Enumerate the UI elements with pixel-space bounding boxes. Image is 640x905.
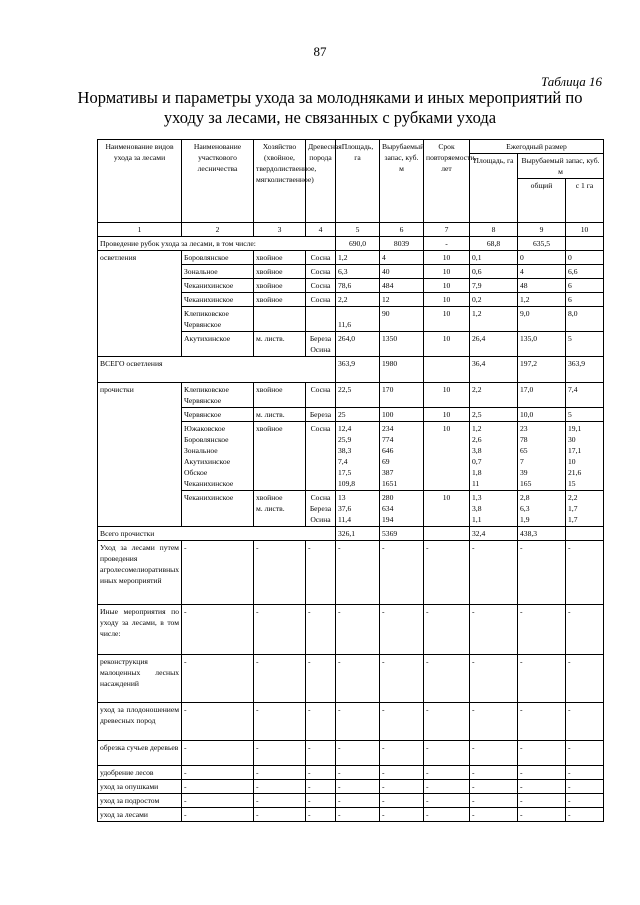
cell-dash: -: [470, 655, 518, 703]
cell-dash: -: [306, 605, 336, 655]
table-row: [98, 766, 604, 780]
care-type: осветления: [98, 251, 182, 357]
care-type: Уход за лесами путем проведения агролесомелиоративных иных мероприятий: [98, 541, 182, 605]
cell-dash: -: [470, 541, 518, 605]
cell-annual-total: 438,3: [518, 527, 566, 541]
cell-annual-total: 17,0: [518, 383, 566, 408]
cell-dash: -: [518, 541, 566, 605]
page-title: Нормативы и параметры ухода за молодняками и иных мероприятий по уходу за лесами, не связанных с рубками ухода: [77, 88, 583, 127]
cell-annual-per-ha: 6: [566, 293, 604, 307]
cell-dash: -: [336, 794, 380, 808]
cell-period: [424, 527, 470, 541]
cell-farm: хвойное: [254, 293, 306, 307]
cell-volume: 90: [380, 307, 424, 332]
cell-dash: -: [470, 808, 518, 822]
cell-species: Сосна Береза Осина: [306, 491, 336, 527]
cell-species: Сосна: [306, 293, 336, 307]
cell-dash: -: [182, 541, 254, 605]
cell-annual-per-ha: 8,0: [566, 307, 604, 332]
cell-annual-total: 1,2: [518, 293, 566, 307]
cell-dash: -: [518, 605, 566, 655]
cell-dash: -: [254, 808, 306, 822]
cell-area: 363,9: [336, 357, 380, 383]
cell-area: 12,4 25,9 38,3 7,4 17,5 109,8: [336, 422, 380, 491]
cell-dash: -: [182, 703, 254, 741]
header-cell: Наименование участкового лесничества: [182, 140, 254, 223]
cell-species: Береза: [306, 408, 336, 422]
cell-area: 13 37,6 11,4: [336, 491, 380, 527]
cell-forestry: Чеканихинское: [182, 293, 254, 307]
header-cell: Срок повторяемости, лет: [424, 140, 470, 223]
table-row: [98, 541, 604, 605]
cell-dash: -: [254, 780, 306, 794]
cell-dash: -: [470, 780, 518, 794]
cell-dash: -: [424, 541, 470, 605]
cell-dash: -: [380, 741, 424, 766]
cell-species: [306, 307, 336, 332]
table-label: Таблица 16: [540, 74, 602, 89]
cell-dash: -: [470, 703, 518, 741]
header-cell: Хозяйство (хвойное, твердолиственное, мягколиственное): [254, 140, 306, 223]
cell-dash: -: [566, 794, 604, 808]
norms-table: [97, 139, 604, 822]
header-cell: с 1 га: [566, 179, 604, 223]
cell-forestry: Боровлянское: [182, 251, 254, 265]
cell-annual-per-ha: 19,1 30 17,1 10 21,6 15: [566, 422, 604, 491]
cell-dash: -: [182, 605, 254, 655]
cell-volume: 170: [380, 383, 424, 408]
cell-volume: 12: [380, 293, 424, 307]
cell-dash: -: [336, 703, 380, 741]
cell-dash: -: [470, 741, 518, 766]
cell-species: Сосна: [306, 251, 336, 265]
cell-dash: -: [566, 605, 604, 655]
cell-dash: -: [424, 780, 470, 794]
cell-dash: -: [306, 741, 336, 766]
header-cell: Ежегодный размер: [470, 140, 604, 154]
care-type: уход за лесами: [98, 808, 182, 822]
cell-area: 6,3: [336, 265, 380, 279]
cell-dash: -: [336, 655, 380, 703]
cell-dash: -: [336, 766, 380, 780]
cell-annual-area: 2,2: [470, 383, 518, 408]
cell-farm: м. листв.: [254, 408, 306, 422]
cell-annual-per-ha: 363,9: [566, 357, 604, 383]
table-row: [98, 741, 604, 766]
care-type: Иные мероприятия по уходу за лесами, в том числе:: [98, 605, 182, 655]
cell-dash: -: [336, 808, 380, 822]
cell-species: Сосна: [306, 422, 336, 491]
cell-area: 1,2: [336, 251, 380, 265]
cell-period: 10: [424, 332, 470, 357]
header-cell: Древесная порода: [306, 140, 336, 223]
cell-dash: -: [254, 766, 306, 780]
cell-species: Сосна: [306, 265, 336, 279]
table-row: [98, 655, 604, 703]
cell-forestry: Клепиковское Червянское: [182, 383, 254, 408]
cell-dash: -: [380, 655, 424, 703]
cell-volume: 100: [380, 408, 424, 422]
cell-farm: хвойное: [254, 251, 306, 265]
header-cell: Площадь, га: [336, 140, 380, 223]
cell-dash: -: [336, 605, 380, 655]
table-row: [98, 383, 604, 408]
header-cell: Наименование видов ухода за лесами: [98, 140, 182, 223]
cell-forestry: Чеканихинское: [182, 279, 254, 293]
subtotal-row: [98, 357, 604, 383]
cell-dash: -: [306, 780, 336, 794]
cell-farm: [254, 307, 306, 332]
cell-species: Сосна: [306, 279, 336, 293]
cell-forestry: Акутихинское: [182, 332, 254, 357]
cell-volume: 1980: [380, 357, 424, 383]
cell-species: Сосна: [306, 383, 336, 408]
column-number-row: [98, 223, 604, 237]
cell-dash: -: [254, 703, 306, 741]
cell-empty: [566, 237, 604, 251]
cell-dash: -: [254, 655, 306, 703]
cell-forestry: Зональное: [182, 265, 254, 279]
care-type: удобрение лесов: [98, 766, 182, 780]
cell-volume: 5369: [380, 527, 424, 541]
cell-farm: хвойное: [254, 383, 306, 408]
cell-period: [424, 357, 470, 383]
cell-dash: -: [566, 780, 604, 794]
table-row: [98, 237, 604, 251]
cell-dash: -: [336, 741, 380, 766]
care-type: уход за подростом: [98, 794, 182, 808]
column-number: 8: [470, 223, 518, 237]
cell-farm: хвойное: [254, 422, 306, 491]
cell-dash: -: [306, 766, 336, 780]
header-cell: Площадь, га: [470, 154, 518, 223]
cell-annual-area: 32,4: [470, 527, 518, 541]
cell-dash: -: [424, 655, 470, 703]
cell-annual-per-ha: 6,6: [566, 265, 604, 279]
cell-dash: -: [380, 766, 424, 780]
cell-dash: -: [566, 655, 604, 703]
cell-annual-per-ha: 0: [566, 251, 604, 265]
cell-period: 10: [424, 293, 470, 307]
cell-annual-area: 0,2: [470, 293, 518, 307]
cell-area: 690,0: [336, 237, 380, 251]
cell-volume: 40: [380, 265, 424, 279]
cell-dash: -: [566, 741, 604, 766]
subtotal-label: ВСЕГО осветления: [98, 357, 336, 383]
cell-period: 10: [424, 265, 470, 279]
cell-area: 326,1: [336, 527, 380, 541]
cell-farm: хвойное м. листв.: [254, 491, 306, 527]
subtotal-row: [98, 527, 604, 541]
cell-annual-total: 48: [518, 279, 566, 293]
cell-annual-per-ha: 5: [566, 408, 604, 422]
cell-volume: 1350: [380, 332, 424, 357]
cell-dash: -: [306, 655, 336, 703]
cell-dash: -: [380, 703, 424, 741]
cell-annual-area: 26,4: [470, 332, 518, 357]
column-number: 9: [518, 223, 566, 237]
cell-dash: -: [566, 808, 604, 822]
cell-dash: -: [254, 794, 306, 808]
table-row: [98, 808, 604, 822]
cell-dash: -: [254, 741, 306, 766]
table-header-row: [98, 140, 604, 154]
cell-dash: -: [470, 794, 518, 808]
table-row: [98, 780, 604, 794]
cell-dash: -: [424, 794, 470, 808]
page-number: 87: [313, 44, 327, 59]
cell-forestry: Южаковское Боровлянское Зональное Акутихинское Обское Чеканихинское: [182, 422, 254, 491]
cell-dash: -: [182, 655, 254, 703]
cell-dash: -: [306, 794, 336, 808]
column-number: 2: [182, 223, 254, 237]
cell-dash: -: [380, 794, 424, 808]
cell-area: 264,0: [336, 332, 380, 357]
cell-dash: -: [182, 808, 254, 822]
care-type: прочистки: [98, 383, 182, 527]
cell-period: 10: [424, 307, 470, 332]
cell-forestry: Червянское: [182, 408, 254, 422]
column-number: 3: [254, 223, 306, 237]
cell-dash: -: [182, 766, 254, 780]
cell-volume: 234 774 646 69 387 1651: [380, 422, 424, 491]
cell-annual-area: 0,1: [470, 251, 518, 265]
cell-dash: -: [380, 780, 424, 794]
cell-dash: -: [518, 794, 566, 808]
cell-dash: -: [518, 703, 566, 741]
cell-dash: -: [380, 605, 424, 655]
cell-dash: -: [182, 741, 254, 766]
cell-dash: -: [336, 780, 380, 794]
cell-volume: 8039: [380, 237, 424, 251]
cell-dash: -: [566, 703, 604, 741]
cell-dash: -: [518, 655, 566, 703]
column-number: 1: [98, 223, 182, 237]
cell-area: 25: [336, 408, 380, 422]
cell-dash: -: [424, 605, 470, 655]
cell-dash: -: [518, 808, 566, 822]
cell-annual-area: 68,8: [470, 237, 518, 251]
cell-annual-total: 10,0: [518, 408, 566, 422]
header-cell: Вырубаемый запас, куб. м: [380, 140, 424, 223]
cell-dash: -: [566, 766, 604, 780]
cell-annual-per-ha: 5: [566, 332, 604, 357]
cell-dash: -: [182, 780, 254, 794]
cell-farm: м. листв.: [254, 332, 306, 357]
column-number: 6: [380, 223, 424, 237]
care-type: уход за плодоношением древесных пород: [98, 703, 182, 741]
care-type: реконструкция малоценных лесных насаждений: [98, 655, 182, 703]
cell-annual-area: 0,6: [470, 265, 518, 279]
cell-dash: -: [380, 808, 424, 822]
cell-dash: -: [518, 780, 566, 794]
cell-annual-area: 1,2 2,6 3,8 0,7 1,8 11: [470, 422, 518, 491]
cell-area: 2,2: [336, 293, 380, 307]
column-number: 10: [566, 223, 604, 237]
cell-annual-total: 0: [518, 251, 566, 265]
cell-period: 10: [424, 383, 470, 408]
cell-dash: -: [518, 741, 566, 766]
cell-volume: 280 634 194: [380, 491, 424, 527]
cell-annual-per-ha: 7,4: [566, 383, 604, 408]
cell-dash: -: [306, 703, 336, 741]
cell-annual-total: 197,2: [518, 357, 566, 383]
header-cell: Вырубаемый запас, куб. м: [518, 154, 604, 179]
table-row: [98, 703, 604, 741]
column-number: 7: [424, 223, 470, 237]
cell-dash: -: [336, 541, 380, 605]
cell-dash: -: [306, 541, 336, 605]
cell-area: 22,5: [336, 383, 380, 408]
cell-area: 78,6: [336, 279, 380, 293]
cell-dash: -: [424, 808, 470, 822]
cell-annual-area: 7,9: [470, 279, 518, 293]
cell-period: 10: [424, 422, 470, 491]
cell-dash: -: [306, 808, 336, 822]
care-type: обрезка сучьев деревьев: [98, 741, 182, 766]
cell-annual-per-ha: 6: [566, 279, 604, 293]
column-number: 5: [336, 223, 380, 237]
cell-annual-volume: 635,5: [518, 237, 566, 251]
cell-dash: -: [380, 541, 424, 605]
column-number: 4: [306, 223, 336, 237]
care-type: уход за опушками: [98, 780, 182, 794]
cell-dash: -: [470, 605, 518, 655]
cell-farm: хвойное: [254, 265, 306, 279]
subtotal-label: Всего прочистки: [98, 527, 336, 541]
cell-volume: 484: [380, 279, 424, 293]
cell-dash: -: [182, 794, 254, 808]
cell-annual-per-ha: [566, 527, 604, 541]
cell-annual-total: 9,0: [518, 307, 566, 332]
cell-dash: -: [518, 766, 566, 780]
cell-annual-area: 1,2: [470, 307, 518, 332]
cell-dash: -: [424, 703, 470, 741]
table-row: [98, 794, 604, 808]
cell-dash: -: [424, 741, 470, 766]
cell-annual-total: 4: [518, 265, 566, 279]
cell-period: 10: [424, 279, 470, 293]
cell-period: 10: [424, 251, 470, 265]
cell-annual-per-ha: 2,2 1,7 1,7: [566, 491, 604, 527]
cell-period: 10: [424, 491, 470, 527]
cell-forestry: Чеканихинское: [182, 491, 254, 527]
cell-volume: 4: [380, 251, 424, 265]
cell-farm: хвойное: [254, 279, 306, 293]
cell-annual-total: 135,0: [518, 332, 566, 357]
cell-annual-area: 1,3 3,8 1,1: [470, 491, 518, 527]
cell-dash: -: [254, 605, 306, 655]
table-row: [98, 251, 604, 265]
cell-forestry: Клепиковское Червянское: [182, 307, 254, 332]
cell-area: 11,6: [336, 307, 380, 332]
total-label: Проведение рубок ухода за лесами, в том числе:: [98, 237, 336, 251]
cell-annual-total: 2,8 6,3 1,9: [518, 491, 566, 527]
cell-annual-area: 36,4: [470, 357, 518, 383]
cell-species: Береза Осина: [306, 332, 336, 357]
cell-dash: -: [566, 541, 604, 605]
cell-dash: -: [424, 766, 470, 780]
cell-period: -: [424, 237, 470, 251]
cell-dash: -: [470, 766, 518, 780]
table-row: [98, 605, 604, 655]
cell-dash: -: [254, 541, 306, 605]
cell-period: 10: [424, 408, 470, 422]
cell-annual-area: 2,5: [470, 408, 518, 422]
cell-annual-total: 23 78 65 7 39 165: [518, 422, 566, 491]
header-cell: общий: [518, 179, 566, 223]
